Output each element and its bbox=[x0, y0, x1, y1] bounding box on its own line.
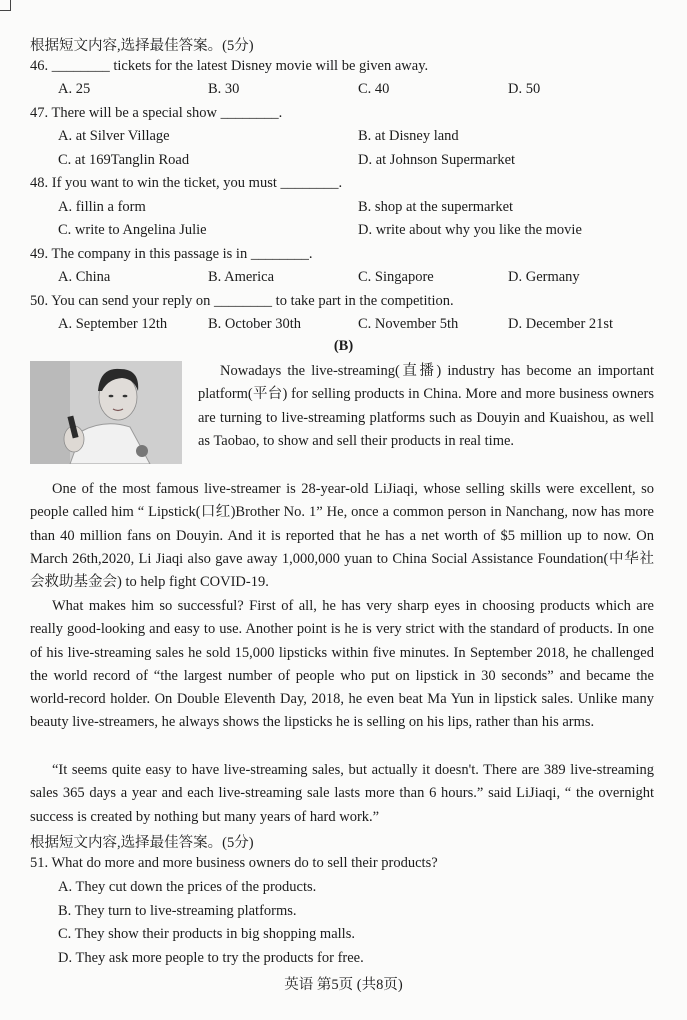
instruction-heading: 根据短文内容,选择最佳答案。(5分) bbox=[30, 38, 254, 54]
option-46c: C. 40 bbox=[358, 81, 390, 97]
section-b-title: (B) bbox=[333, 338, 354, 354]
option-50c: C. November 5th bbox=[358, 316, 459, 332]
question-50: 50. You can send your reply on ________ to take part in the competition. bbox=[30, 293, 454, 309]
option-46b: B. 30 bbox=[208, 81, 240, 97]
question-51: 51. What do more and more business owners do to sell their products? bbox=[30, 855, 438, 871]
question-47: 47. There will be a special show ________. bbox=[30, 105, 283, 121]
page-corner-mark bbox=[0, 0, 11, 11]
page-footer: 英语 第5页 (共8页) bbox=[284, 977, 403, 993]
passage-paragraph-3: What makes him so successful? First of all, he has very sharp eyes in choosing products which are really good-looking and easy to use. Another point is he is very strict with the standard of products. In one of his live-streaming sales he sold 15,000 lipsticks within five minutes. In September 2018, he challenged the world record of “the largest number of people who put on lipstick in 30 seconds” and became the world-record holder. On Double Eleventh Day, 2018, he even beat Ma Yun in lipstick sales. Unlike many beauty live-streamers, he always shows the lipsticks he is selling on his lips, rather than his arms. bbox=[30, 598, 654, 731]
option-50d: D. December 21st bbox=[508, 316, 614, 332]
question-48: 48. If you want to win the ticket, you must ________. bbox=[30, 175, 343, 191]
option-47a: A. at Silver Village bbox=[58, 128, 170, 144]
option-46d: D. 50 bbox=[508, 81, 541, 97]
option-51b: B. They turn to live-streaming platforms. bbox=[58, 903, 297, 919]
option-49c: C. Singapore bbox=[358, 269, 434, 285]
option-51a: A. They cut down the prices of the products. bbox=[58, 879, 317, 895]
option-50b: B. October 30th bbox=[208, 316, 302, 332]
option-48b: B. shop at the supermarket bbox=[358, 199, 514, 215]
question-46: 46. ________ tickets for the latest Disney movie will be given away. bbox=[30, 58, 429, 74]
person-photo bbox=[30, 361, 182, 464]
option-48c: C. write to Angelina Julie bbox=[58, 222, 207, 238]
option-50a: A. September 12th bbox=[58, 316, 168, 332]
option-49d: D. Germany bbox=[508, 269, 580, 285]
option-49b: B. America bbox=[208, 269, 275, 285]
option-48a: A. fillin a form bbox=[58, 199, 146, 215]
option-48d: D. write about why you like the movie bbox=[358, 222, 582, 238]
option-47d: D. at Johnson Supermarket bbox=[358, 152, 516, 168]
option-47b: B. at Disney land bbox=[358, 128, 459, 144]
option-49a: A. China bbox=[58, 269, 111, 285]
passage-paragraph-4: “It seems quite easy to have live-streaming sales, but actually it doesn't. There are 389 live-streaming sales 365 days a year and each live-streaming sale lasts more than 6 hours.” said LiJiaqi, “ the overnight success is created by nothing but many years of hard work.” bbox=[30, 762, 654, 825]
question-49: 49. The company in this passage is in ________. bbox=[30, 246, 313, 262]
passage-paragraph-1: Nowadays the live-streaming(直播) industry has become an important platform(平台) for selling products in China. More and more business owners are turning to live-streaming platforms such as Douyin and Kuaishou, as well as Taobao, to show and sell their products in real time. bbox=[198, 363, 654, 449]
passage-paragraph-2: One of the most famous live-streamer is 28-year-old LiJiaqi, whose selling skills were excellent, so people called him “ Lipstick(口红)Brother No. 1” He, once a common person in Nanchang, now has more than 40 million fans on Douyin. And it is reported that he has a net worth of $5 million up to now. On March 26th,2020, Li Jiaqi also gave away 1,000,000 yuan to China Social Assistance Foundation(中华社会救助基金会) to help fight COVID-19. bbox=[30, 481, 654, 591]
option-46a: A. 25 bbox=[58, 81, 91, 97]
option-51d: D. They ask more people to try the products for free. bbox=[58, 950, 364, 966]
instruction-heading-2: 根据短文内容,选择最佳答案。(5分) bbox=[30, 835, 254, 851]
option-47c: C. at 169Tanglin Road bbox=[58, 152, 190, 168]
option-51c: C. They show their products in big shopping malls. bbox=[58, 926, 355, 942]
